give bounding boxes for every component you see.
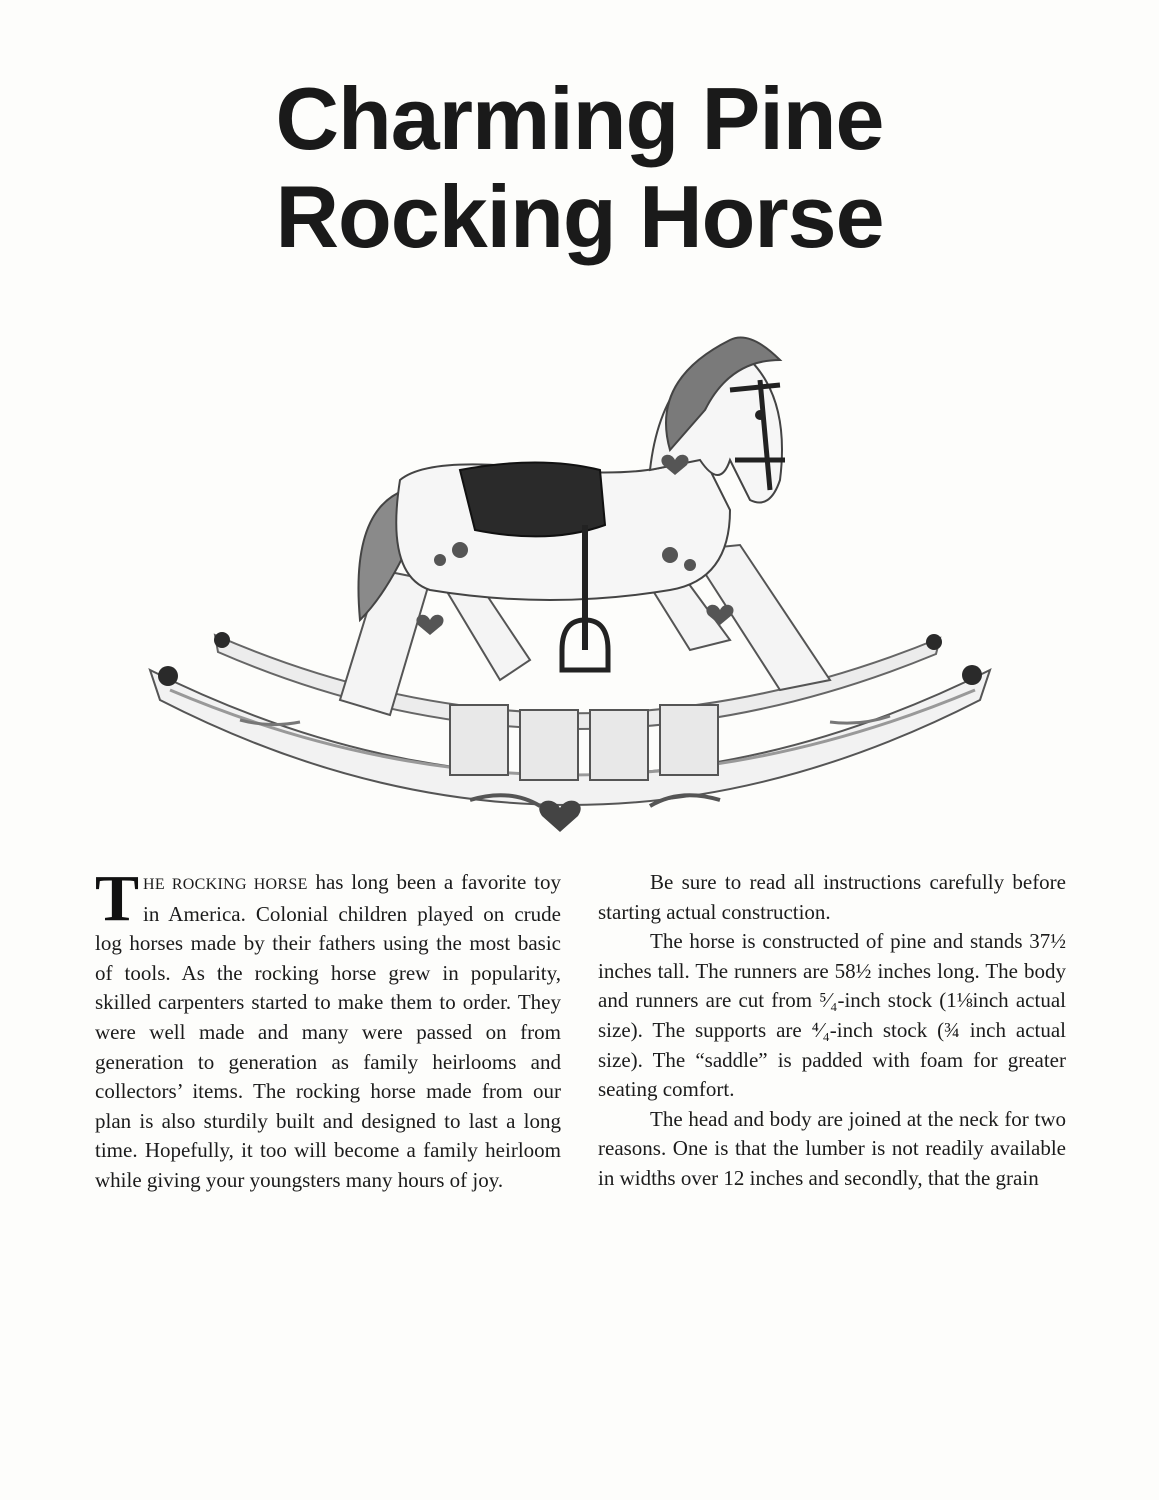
article-column-left bbox=[95, 862, 561, 1196]
title-line-2: Rocking Horse bbox=[275, 167, 884, 266]
drop-cap: T bbox=[95, 862, 140, 935]
paragraph-3: The horse is constructed of pine and stands 37½ inches tall. The runners are 58½ inches long. The body and runners are cut from ⁵⁄₄-inch stock (1⅛inch actual size). The supports are ⁴⁄₄-inch stock (¾ inch actual size). The “saddle” is padded with foam for greater seating comfort. bbox=[598, 929, 1066, 1102]
paragraph-2: Be sure to read all instructions carefully before starting actual construction. bbox=[598, 870, 1066, 924]
paragraph-1-text: has long been a favorite toy in America. Colonial children played on crude log horses made by their fathers using the most basic of tools. As the rocking horse grew in popularity, skilled carpenters started to make them to order. They were well made and many were passed on from generation to generation as family heirlooms and collectors’ items. The rocking horse made from our plan is also sturdily built and designed to last a long time. Hopefully, it too will become a family heirloom while giving your youngsters many hours of joy. bbox=[95, 870, 561, 1192]
title-line-1: Charming Pine bbox=[275, 69, 884, 168]
article-column-right bbox=[598, 868, 1066, 1194]
paragraph-1 bbox=[95, 862, 561, 1196]
article-title bbox=[0, 70, 1159, 266]
lead-in-smallcaps: HE ROCKING HORSE bbox=[143, 876, 308, 893]
paragraph-4: The head and body are joined at the neck for two reasons. One is that the lumber is not readily available in widths over 12 inches and secondly, that the grain bbox=[598, 1106, 1066, 1190]
rocking-horse-photo bbox=[130, 320, 1030, 860]
